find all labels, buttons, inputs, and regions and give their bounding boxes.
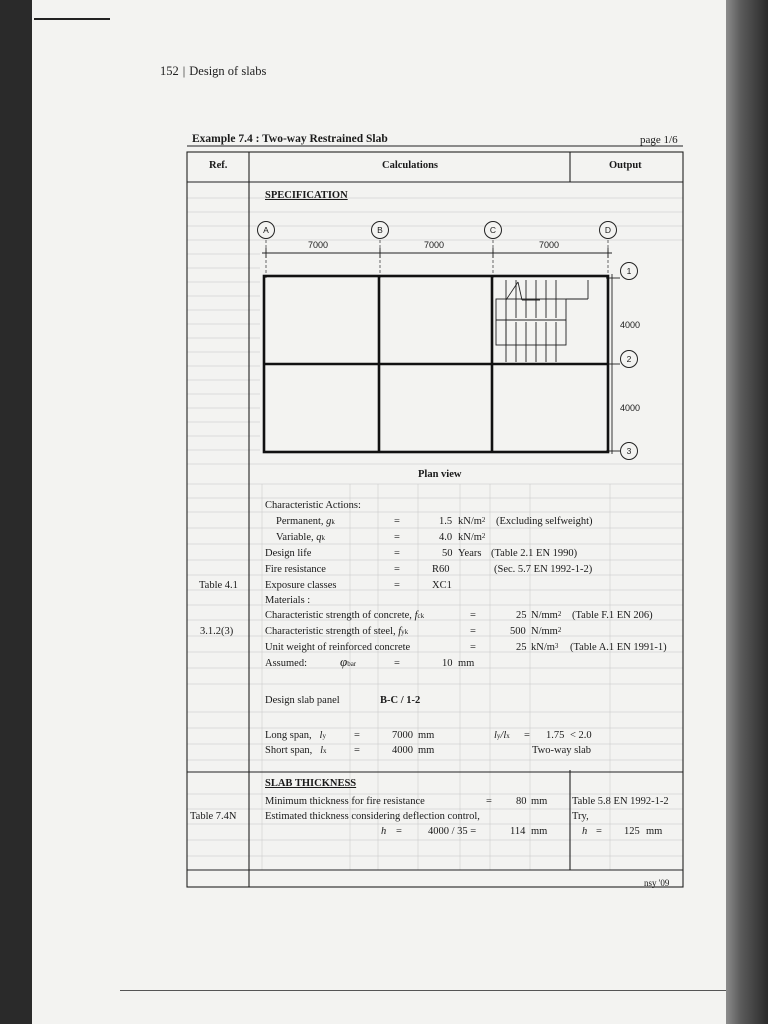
short-span-eq: =: [354, 745, 360, 756]
estimated-thickness-ref: Table 7.4N: [190, 811, 237, 822]
min-thickness-value: 80: [516, 796, 527, 807]
bar-value: 10: [442, 658, 453, 669]
bar-diameter-symbol: φbar: [340, 654, 357, 669]
assumed-label: Assumed:: [265, 658, 307, 669]
running-head-page-number: 152: [160, 64, 179, 78]
long-span-label: Long span, ly: [265, 730, 326, 741]
permanent-unit: $kN/m^2$: [458, 516, 486, 527]
long-span-value: 7000: [392, 730, 413, 741]
fire-resistance-label: Fire resistance: [265, 564, 326, 575]
fire-resistance-note: (Sec. 5.7 EN 1992-1-2): [494, 564, 593, 575]
fire-resistance-value: R60: [432, 564, 450, 575]
example-page-number: page 1/6: [640, 134, 678, 146]
actions-heading: Characteristic Actions:: [265, 500, 361, 511]
design-life-unit: Years: [458, 548, 482, 559]
long-span-unit: mm: [418, 730, 435, 741]
fire-resistance-eq: =: [394, 564, 400, 575]
estimated-thickness-label: Estimated thickness considering deflection control,: [265, 811, 480, 822]
h-eq: =: [396, 826, 402, 837]
design-panel-value: B-C / 1-2: [380, 695, 421, 706]
author-signature: nsy '09: [644, 878, 670, 888]
min-thickness-unit: mm: [531, 796, 548, 807]
variable-label: Variable, qk: [276, 532, 325, 543]
staircase: [496, 280, 588, 362]
fck-unit: $N/mm^2$: [531, 610, 562, 621]
dimension-span-cd: 7000: [539, 240, 560, 250]
variable-value: 4.0: [439, 532, 453, 543]
grid-bubble-d: D: [599, 221, 617, 239]
span-ratio-eq: =: [524, 730, 530, 741]
exposure-eq: =: [394, 580, 400, 591]
fyk-ref: 3.1.2(3): [200, 626, 234, 637]
column-header-ref: Ref.: [209, 160, 228, 171]
fck-label: Characteristic strength of concrete, fck: [265, 610, 425, 621]
design-panel-label: Design slab panel: [265, 695, 340, 706]
bar-eq: =: [394, 658, 400, 669]
min-thickness-eq: =: [486, 796, 492, 807]
grid-bubble-3: 3: [620, 442, 638, 460]
running-head-chapter: Design of slabs: [189, 64, 267, 78]
permanent-label: Permanent, gk: [276, 516, 335, 527]
fyk-value: 500: [510, 626, 526, 637]
dimension-span-ab: 7000: [308, 240, 329, 250]
design-life-label: Design life: [265, 548, 312, 559]
exposure-ref: Table 4.1: [199, 580, 238, 591]
grid-bubble-a: A: [257, 221, 275, 239]
span-ratio-value: 1.75: [546, 730, 565, 741]
specification-heading: SPECIFICATION: [265, 190, 348, 201]
column-header-calculations: Calculations: [382, 160, 439, 171]
min-thickness-label: Minimum thickness for fire resistance: [265, 796, 425, 807]
try-h-unit: mm: [646, 826, 663, 837]
slab-thickness-heading: SLAB THICKNESS: [265, 778, 357, 789]
try-h-symbol: h: [582, 826, 588, 837]
h-unit: mm: [531, 826, 548, 837]
span-ratio-compare: < 2.0: [570, 730, 592, 741]
dimension-span-12: 4000: [620, 320, 641, 330]
fyk-unit: $N/mm^2$: [531, 626, 562, 637]
permanent-eq: =: [394, 516, 400, 527]
unit-weight-value: 25: [516, 642, 527, 653]
h-expression: 4000 / 35 =: [428, 826, 477, 837]
try-h-eq: =: [596, 826, 602, 837]
grid-bubble-1: 1: [620, 262, 638, 280]
long-span-eq: =: [354, 730, 360, 741]
span-ratio: ly/lx: [494, 730, 510, 741]
example-title: Example 7.4 : Two-way Restrained Slab: [192, 133, 388, 145]
grid-bubble-b: B: [371, 221, 389, 239]
h-symbol: h: [381, 826, 387, 837]
fck-value: 25: [516, 610, 527, 621]
try-h-value: 125: [624, 826, 640, 837]
fck-note: (Table F.1 EN 206): [572, 610, 653, 621]
fyk-eq: =: [470, 626, 476, 637]
grid-bubble-c: C: [484, 221, 502, 239]
variable-unit: $kN/m^2$: [458, 532, 486, 543]
dimension-span-23: 4000: [620, 403, 641, 413]
unit-weight-eq: =: [470, 642, 476, 653]
slab-type: Two-way slab: [532, 745, 592, 756]
plan-drawing: [262, 240, 620, 454]
unit-weight-unit: $kN/m^3$: [531, 642, 559, 653]
fyk-label: Characteristic strength of steel, fyk: [265, 626, 409, 637]
h-value: 114: [510, 826, 526, 837]
fck-eq: =: [470, 610, 476, 621]
design-life-value: 50: [442, 548, 453, 559]
short-span-unit: mm: [418, 745, 435, 756]
permanent-note: (Excluding selfweight): [496, 516, 593, 527]
design-life-eq: =: [394, 548, 400, 559]
unit-weight-label: Unit weight of reinforced concrete: [265, 642, 411, 653]
sheet-frame: [187, 152, 683, 887]
short-span-value: 4000: [392, 745, 413, 756]
running-head-separator: |: [182, 64, 186, 78]
grid-bubble-2: 2: [620, 350, 638, 368]
variable-eq: =: [394, 532, 400, 543]
dimension-span-bc: 7000: [424, 240, 445, 250]
unit-weight-note: (Table A.1 EN 1991-1): [570, 642, 667, 653]
try-label: Try,: [572, 811, 589, 822]
design-life-note: (Table 2.1 EN 1990): [491, 548, 578, 559]
short-span-label: Short span, lx: [265, 745, 327, 756]
exposure-value: XC1: [432, 580, 452, 591]
materials-label: Materials :: [265, 595, 311, 606]
exposure-label: Exposure classes: [265, 580, 337, 591]
bar-unit: mm: [458, 658, 475, 669]
plan-caption: Plan view: [418, 469, 462, 480]
permanent-value: 1.5: [439, 516, 453, 527]
min-thickness-note: Table 5.8 EN 1992-1-2: [572, 796, 669, 807]
column-header-output: Output: [609, 160, 642, 171]
